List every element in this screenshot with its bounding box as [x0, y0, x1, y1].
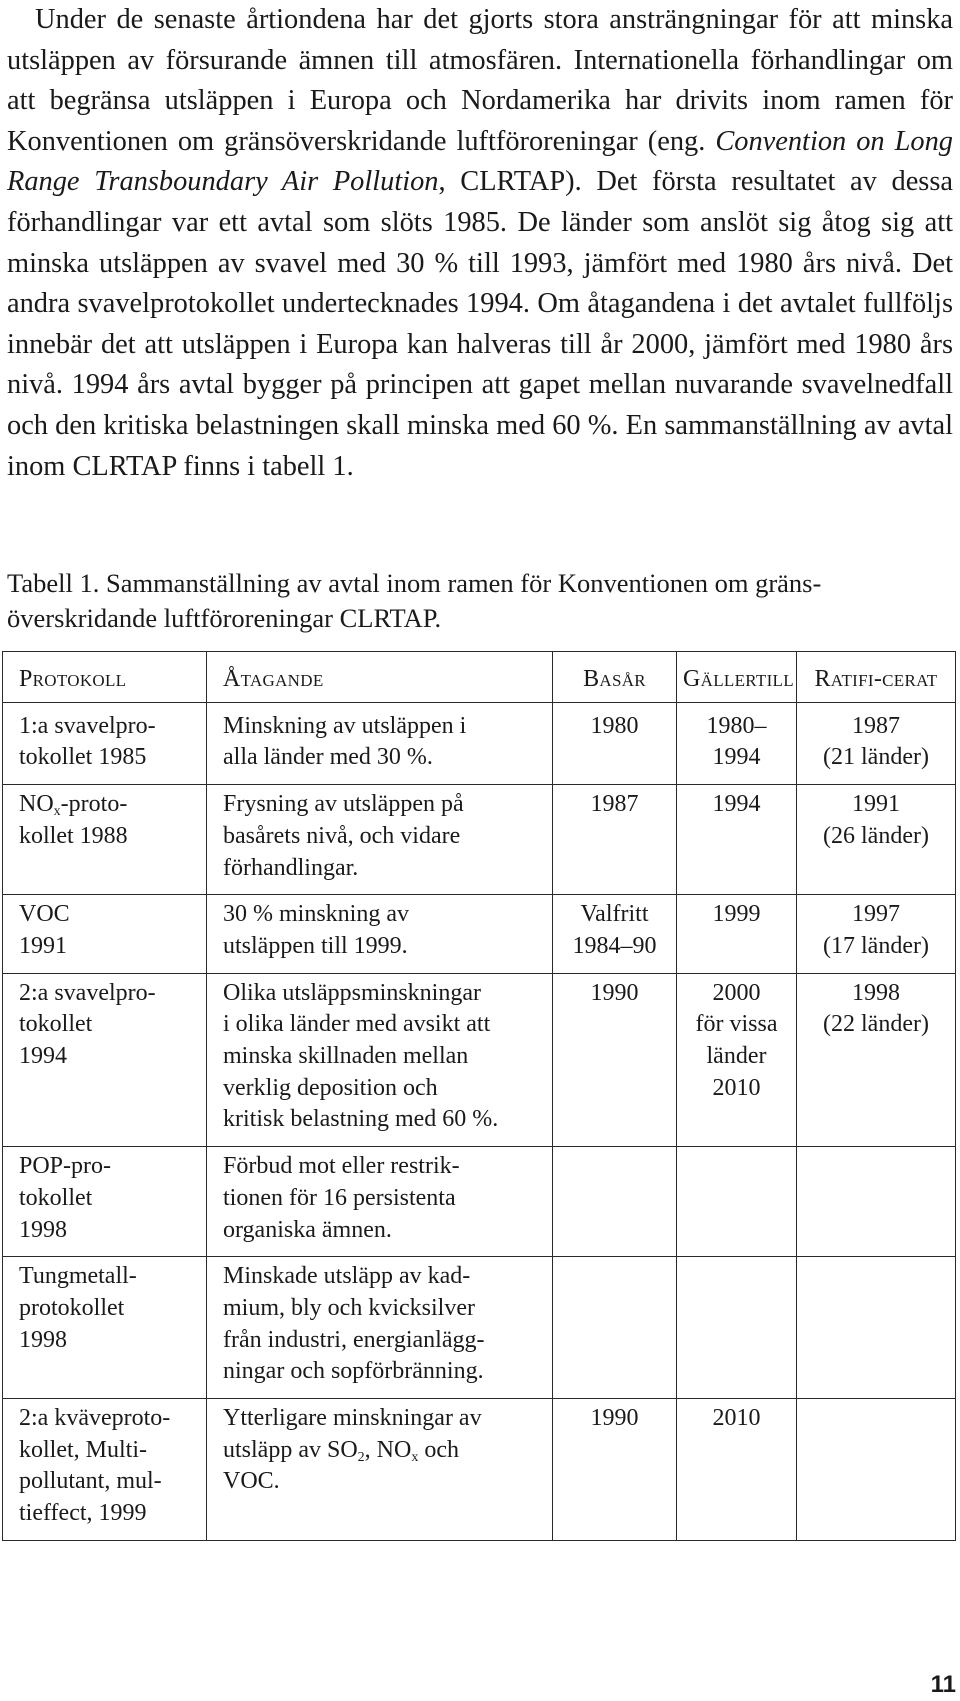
intro-text-part-2: , CLRTAP). Det första resultatet av dessa förhandlingar var ett avtal som slöts 1985. De länder som anslöt sig åtog sig att minska utsläppen av svavel med 30 % till 1993, jämfört med 1980 års nivå. Det andra svavelprotokollet undertecknades 1994. Om åtagandena i det avtalet fullföljs innebär det att utsläppen i Europa kan halveras till år 2000, jämfört med 1980 års nivå. 1994 års avtal bygger på principen att gapet mellan nuvarande svavelnedfall och den kritiska belastningen skall minska med 60 %. En sammanställning av avtal inom CLRTAP finns i tabell 1. [7, 166, 953, 482]
table-row [3, 702, 956, 784]
cell-ratificerat: 1997 (17 länder) [797, 895, 956, 973]
cell-basar: 1990 [553, 973, 677, 1147]
header-protokoll: Protokoll [3, 652, 207, 703]
cell-atagande: Ytterligare minskningar av utsläpp av $SO_2$, $NO_x$ och VOC. [207, 1399, 553, 1541]
cell-basar: 1987 [553, 785, 677, 895]
table-row [3, 1399, 956, 1541]
cell-galler: 1980– 1994 [677, 702, 797, 784]
header-atagande: Åtagande [207, 652, 553, 703]
cell-atagande: Olika utsläppsminskningar i olika länder med avsikt att minska skillnaden mellan verklig deposition och kritisk belastning med 60 %. [207, 973, 553, 1147]
cell-atagande: Förbud mot eller restrik- tionen för 16 persistenta organiska ämnen. [207, 1147, 553, 1257]
cell-ratificerat [797, 1147, 956, 1257]
cell-ratificerat [797, 1257, 956, 1399]
table-row [3, 785, 956, 895]
table-row [3, 1257, 956, 1399]
header-basar: Basår [553, 652, 677, 703]
table-row [3, 973, 956, 1147]
table-caption [7, 566, 953, 636]
cell-galler: 1994 [677, 785, 797, 895]
intro-paragraph [7, 0, 953, 487]
table-row [3, 1147, 956, 1257]
header-ratificerat: Ratifi-cerat [797, 652, 956, 703]
intro-text-part-1: Under de senaste årtiondena har det gjorts stora ansträngningar för att minska utsläppen av försurande ämnen till atmosfären. Internationella förhandlingar om att begränsa utsläppen i Europa och Nordamerika har drivits inom ramen för Konventionen om gränsöverskridande luftföroreningar (eng. [7, 4, 953, 157]
cell-atagande: Frysning av utsläppen på basårets nivå, och vidare förhandlingar. [207, 785, 553, 895]
cell-ratificerat: 1991 (26 länder) [797, 785, 956, 895]
cell-basar: Valfritt 1984–90 [553, 895, 677, 973]
cell-basar [553, 1257, 677, 1399]
table-row [3, 895, 956, 973]
cell-ratificerat: 1987 (21 länder) [797, 702, 956, 784]
clrtap-agreements-table [2, 651, 956, 1541]
cell-basar [553, 1147, 677, 1257]
table-caption-line-2: överskridande luftföroreningar CLRTAP. [7, 603, 442, 633]
cell-galler [677, 1147, 797, 1257]
cell-protokoll: POP-pro- tokollet 1998 [3, 1147, 207, 1257]
page-number: 11 [930, 1671, 956, 1698]
cell-galler [677, 1257, 797, 1399]
cell-ratificerat: 1998 (22 länder) [797, 973, 956, 1147]
cell-protokoll: Tungmetall- protokollet 1998 [3, 1257, 207, 1399]
table-header-row [3, 652, 956, 703]
cell-basar: 1990 [553, 1399, 677, 1541]
cell-protokoll: VOC 1991 [3, 895, 207, 973]
intro-text-italic: Convention on Long Range Transboundary Air Pollution [7, 125, 953, 198]
cell-galler: 2010 [677, 1399, 797, 1541]
cell-ratificerat [797, 1399, 956, 1541]
header-galler-till: Gällertill [677, 652, 797, 703]
cell-protokoll: 2:a kväveproto- kollet, Multi- pollutant, mul- tieffect, 1999 [3, 1399, 207, 1541]
cell-protokoll: 1:a svavelpro- tokollet 1985 [3, 702, 207, 784]
cell-galler: 1999 [677, 895, 797, 973]
cell-galler: 2000 för vissa länder 2010 [677, 973, 797, 1147]
cell-atagande: 30 % minskning av utsläppen till 1999. [207, 895, 553, 973]
cell-protokoll: 2:a svavelpro- tokollet 1994 [3, 973, 207, 1147]
cell-protokoll: $NO_x-proto-$ kollet 1988 [3, 785, 207, 895]
cell-atagande: Minskning av utsläppen i alla länder med 30 %. [207, 702, 553, 784]
table-caption-line-1: Tabell 1. Sammanställning av avtal inom ramen för Konventionen om gräns- [7, 568, 822, 598]
cell-atagande: Minskade utsläpp av kad- mium, bly och kvicksilver från industri, energianlägg- ningar och sopförbränning. [207, 1257, 553, 1399]
cell-basar: 1980 [553, 702, 677, 784]
